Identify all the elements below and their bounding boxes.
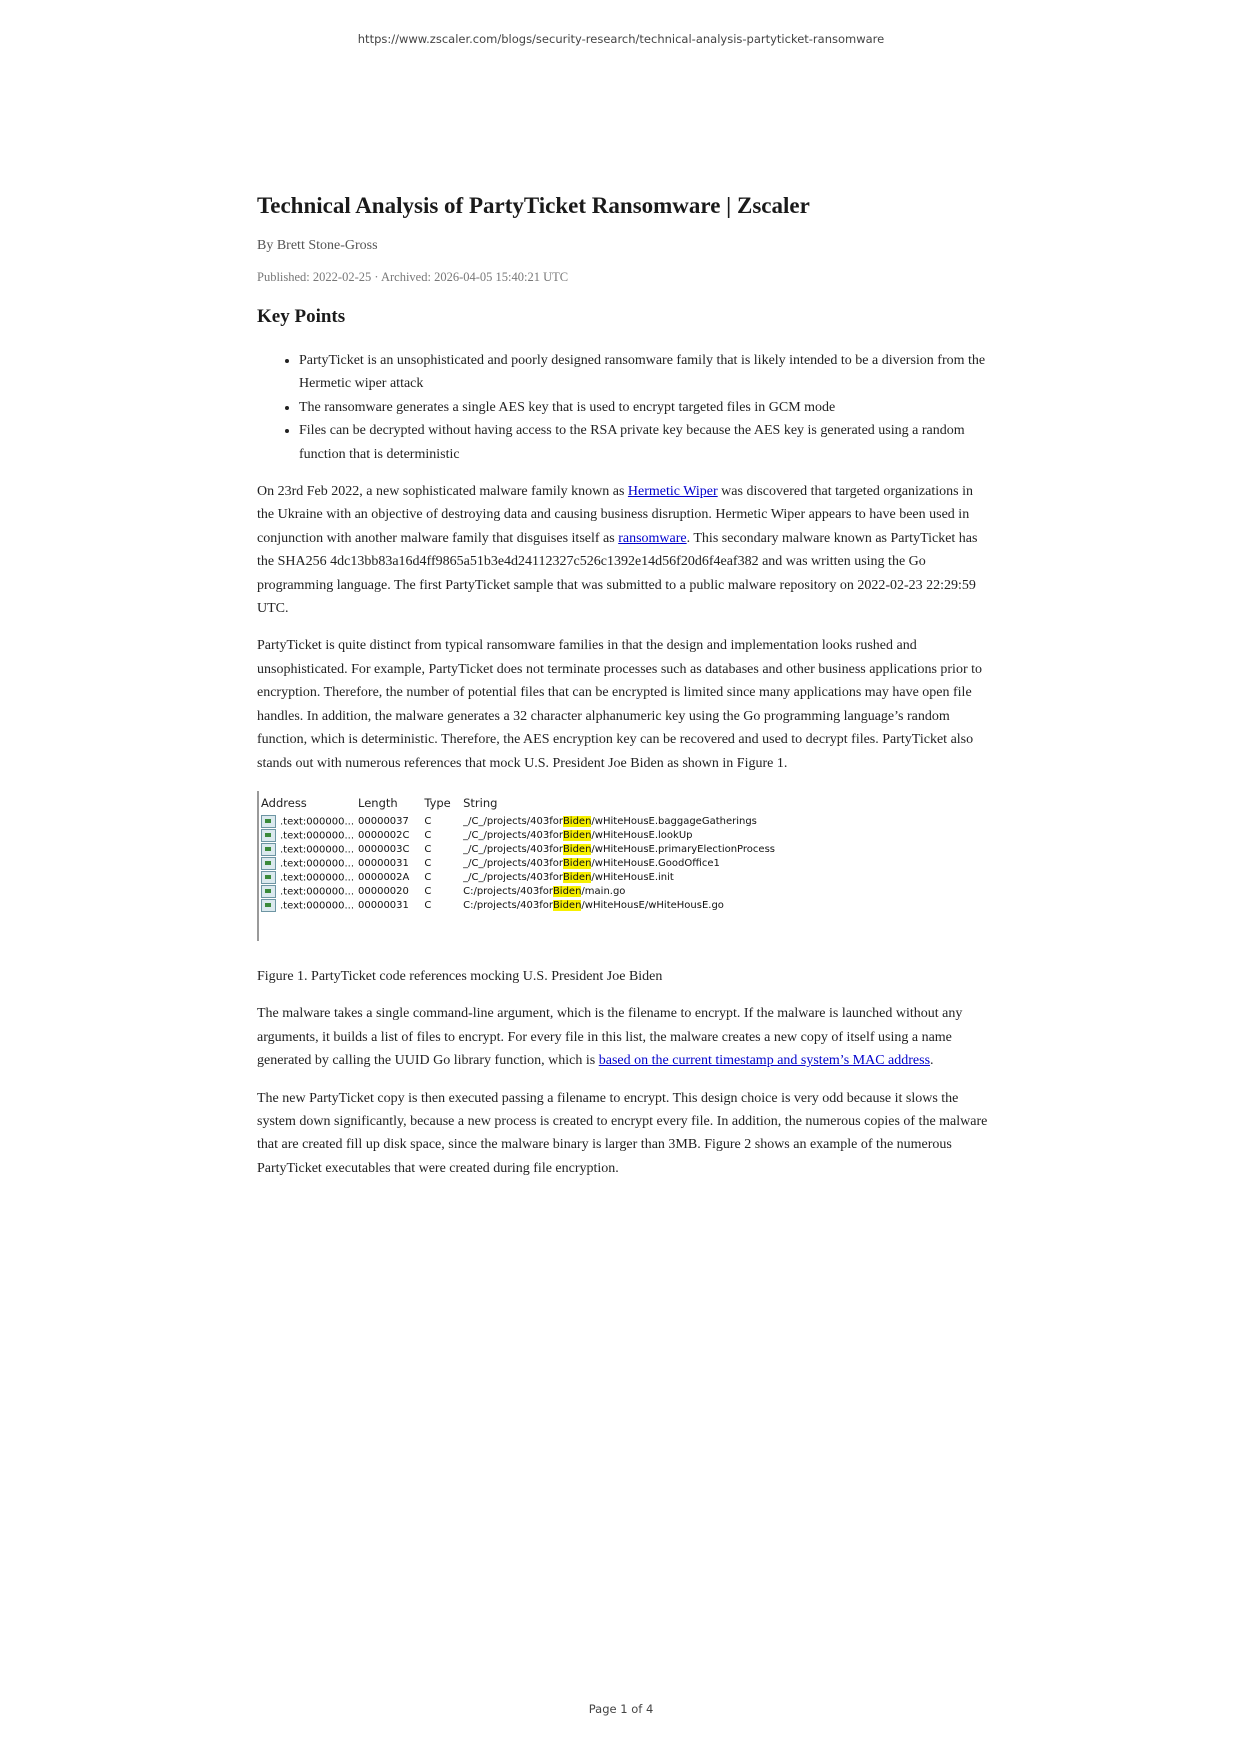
address-cell: .text:000000... [261,857,358,871]
address-cell: .text:000000... [261,899,358,913]
length-cell: 00000031 [358,858,409,870]
biden-highlight: Biden [552,886,582,898]
table-row [261,871,779,885]
type-cell: C [424,872,432,884]
hermetic-wiper-link[interactable]: Hermetic Wiper [627,484,718,500]
string-cell: _/C_/projects/403forBiden/wHiteHousE.GoodOffice1 [463,858,720,870]
key-points-list [257,349,989,466]
address-cell: .text:000000... [261,829,358,843]
column-header-type: Type [424,795,451,810]
key-points-heading: Key Points [257,306,346,327]
length-cell: 0000002C [358,830,410,842]
length-cell: 00000037 [358,816,409,828]
biden-highlight: Biden [562,872,592,884]
address-cell: .text:000000... [261,843,358,857]
paragraph-text: was discovered that targeted organizations in the Ukraine with an objective of destroying data and causing business disruption. Hermetic Wiper appears to have been used in conjunction with another malware family that disguises itself as [257,484,973,546]
data-item-icon [261,815,276,828]
biden-highlight: Biden [562,858,592,870]
table-row [261,857,779,871]
address-cell: .text:000000... [261,815,358,829]
string-cell: _/C_/projects/403forBiden/wHiteHousE.primaryElectionProcess [463,844,775,856]
data-item-icon [261,857,276,870]
string-cell: C:/projects/403forBiden/main.go [463,886,626,898]
address-cell: .text:000000... [261,871,358,885]
article-content [257,190,989,1180]
list-item: • Files can be decrypted without having access to the RSA private key because the AES key is generated using a random function that is deterministic [299,419,989,466]
biden-highlight: Biden [562,816,592,828]
paragraph-uuid [257,1002,989,1072]
type-cell: C [424,816,432,828]
paragraph-text: On 23rd Feb 2022, a new sophisticated malware family known as [257,484,628,500]
type-cell: C [424,858,432,870]
paragraph-design: PartyTicket is quite distinct from typical ransomware families in that the design and implementation looks rushed and unsophisticated. For example, PartyTicket does not terminate processes such as databases and other business applications prior to encryption. Therefore, the number of potential files that can be encrypted is limited since many applications may have open file handles. In addition, the malware generates a 32 character alphanumeric key using the Go programming language’s random function, which is deterministic. Therefore, the AES encryption key can be recovered and used to decrypt files. PartyTicket also stands out with numerous references that mock U.S. President Joe Biden as shown in Figure 1. [257,638,982,771]
table-row [261,815,779,829]
paragraph-text: . This secondary malware known as PartyTicket has the SHA256 4dc13bb83a16d4ff9865a51b3e4d24112327c526c1392e14d56f20d6f4eaf382 and was written using the Go programming language. The first PartyTicket sample that was submitted to a public malware repository on 2022-02-23 22:29:59 UTC. [257,530,978,617]
type-cell: C [424,900,432,912]
ransomware-link[interactable]: ransomware [618,530,687,546]
article-title: Technical Analysis of PartyTicket Ransomware | Zscaler [257,193,810,218]
page-url-header: https://www.zscaler.com/blogs/security-research/technical-analysis-partyticket-ransomware [357,32,885,46]
figure-1-caption: Figure 1. PartyTicket code references mocking U.S. President Joe Biden [257,968,663,984]
length-cell: 0000002A [358,872,410,884]
table-row [261,899,779,913]
figure-1-strings-table [257,791,779,941]
length-cell: 0000003C [358,844,410,856]
biden-highlight: Biden [562,844,592,856]
data-item-icon [261,899,276,912]
page-number: Page 1 of 4 [588,1702,654,1716]
data-item-icon [261,843,276,856]
article-byline: By Brett Stone-Gross [257,238,378,253]
paragraph-text: . [930,1053,934,1069]
data-item-icon [261,871,276,884]
data-item-icon [261,829,276,842]
list-item: • PartyTicket is an unsophisticated and poorly designed ransomware family that is likely intended to be a diversion from the Hermetic wiper attack [299,349,989,396]
string-cell: C:/projects/403forBiden/wHiteHousE/wHiteHousE.go [463,900,724,912]
paragraph-intro [257,480,989,620]
column-header-length: Length [358,795,398,810]
column-header-string: String [463,795,498,810]
type-cell: C [424,886,432,898]
strings-table [261,795,779,913]
table-row [261,843,779,857]
uuid-timestamp-link[interactable]: based on the current timestamp and system’s MAC address [598,1053,931,1069]
table-row [261,829,779,843]
string-cell: _/C_/projects/403forBiden/wHiteHousE.init [463,872,674,884]
string-cell: _/C_/projects/403forBiden/wHiteHousE.lookUp [463,830,693,842]
type-cell: C [424,844,432,856]
biden-highlight: Biden [552,900,582,912]
string-cell: _/C_/projects/403forBiden/wHiteHousE.baggageGatherings [463,816,757,828]
type-cell: C [424,830,432,842]
column-header-address: Address [261,795,307,810]
paragraph-copies: The new PartyTicket copy is then executed passing a filename to encrypt. This design choice is very odd because it slows the system down significantly, because a new process is created to encrypt every file. In addition, the numerous copies of the malware that are created fill up disk space, since the malware binary is larger than 3MB. Figure 2 shows an example of the numerous PartyTicket executables that were created during file encryption. [257,1090,988,1176]
data-item-icon [261,885,276,898]
list-item: • The ransomware generates a single AES key that is used to encrypt targeted files in GCM mode [299,396,989,419]
article-meta: Published: 2022-02-25 · Archived: 2026-04-05 15:40:21 UTC [257,270,569,284]
length-cell: 00000020 [358,886,409,898]
biden-highlight: Biden [562,830,592,842]
length-cell: 00000031 [358,900,409,912]
paragraph-text: The malware takes a single command-line argument, which is the filename to encrypt. If the malware is launched without any arguments, it builds a list of files to encrypt. For every file in this list, the malware creates a new copy of itself using a name generated by calling the UUID Go library function, which is [257,1006,963,1069]
address-cell: .text:000000... [261,885,358,899]
table-row [261,885,779,899]
